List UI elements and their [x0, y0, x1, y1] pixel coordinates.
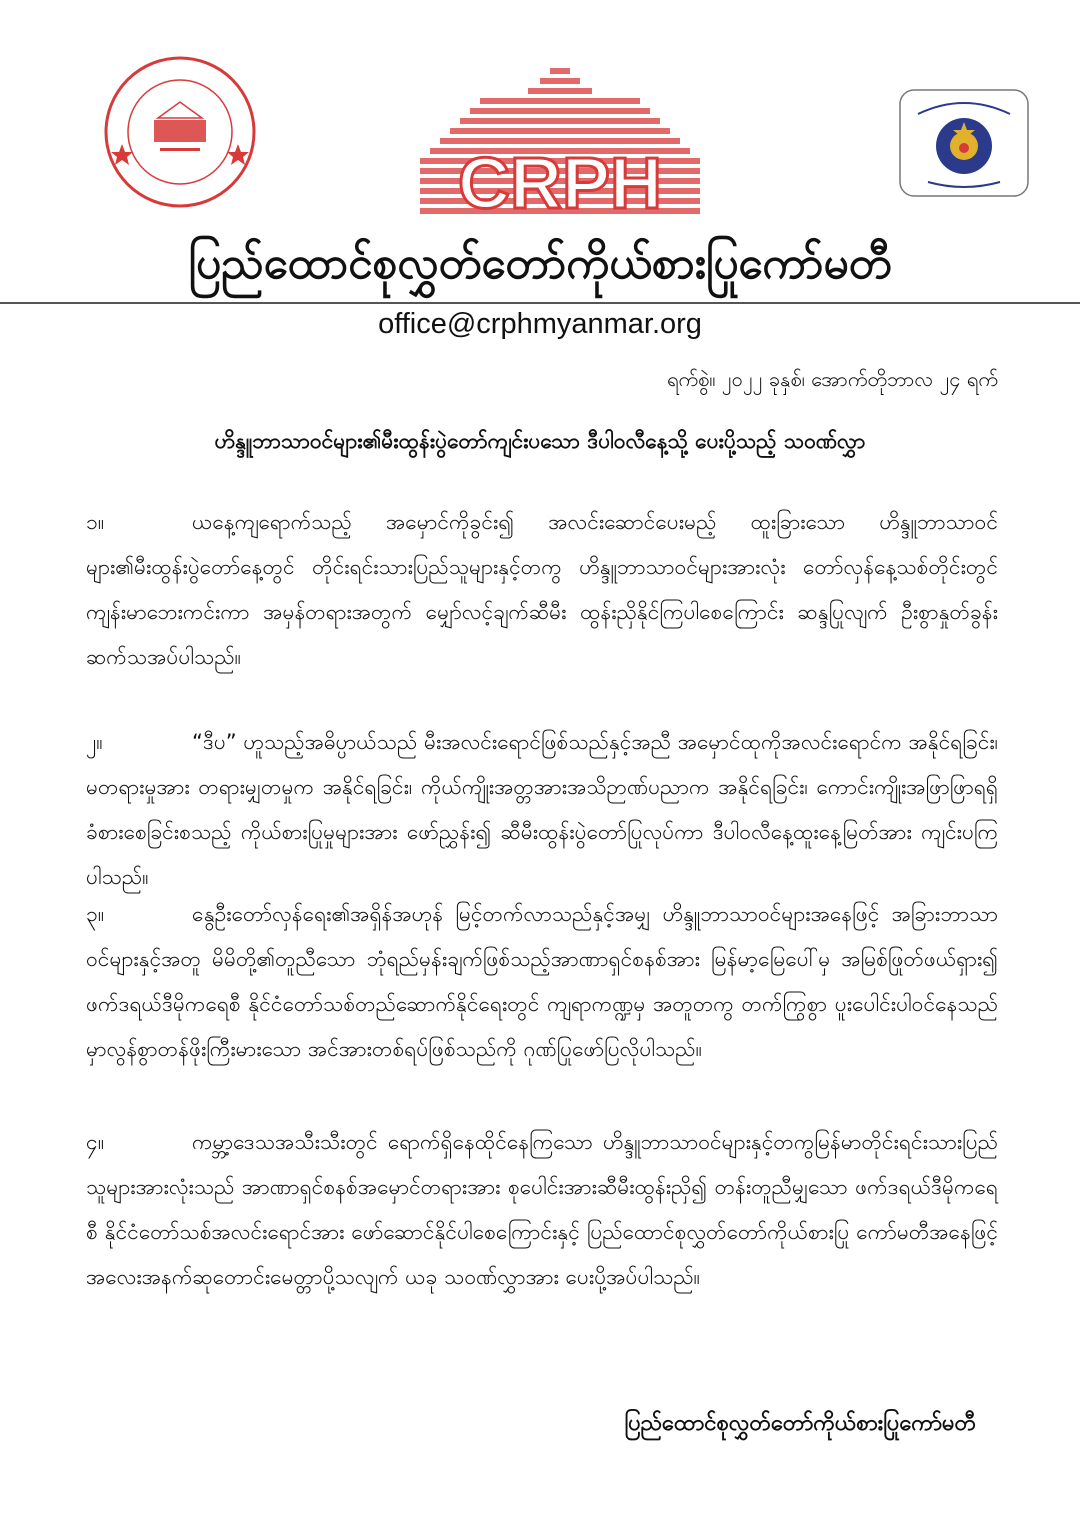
paragraph-2: [86, 720, 998, 900]
signature: ပြည်ထောင်စုလွှတ်တော်ကိုယ်စားပြုကော်မတီ: [624, 1411, 976, 1436]
crph-logo-icon: [420, 58, 700, 238]
paragraph-number: ၄။: [86, 1130, 105, 1154]
paragraph-number: ၃။: [86, 902, 105, 926]
paragraph-text: “ဒီပ” ဟူသည့်အဓိပ္ပာယ်သည် မီးအလင်းရောင်ဖြစ်သည်နှင့်အညီ အမှောင်ထုကိုအလင်းရောင်က အနိုင်ရခြင်း၊ မတရားမှုအား တရားမျှတမှုက အနိုင်ရခြင်း၊ ကိုယ်ကျိုးအတ္တအားအသိဉာဏ်ပညာက အနိုင်ရခြင်း၊ ကောင်းကျိုးအဖြာဖြာရရှိခံစားစေခြင်းစသည့် ကိုယ်စားပြုမှုများအား ဖော်ညွှန်း၍ ဆီမီးထွန်းပွဲတော်ပြုလုပ်ကာ ဒီပါဝလီနေ့ထူးနေ့မြတ်အား ကျင်းပကြပါသည်။: [86, 730, 998, 889]
paragraph-text: ကမ္ဘာ့ဒေသအသီးသီးတွင် ရောက်ရှိနေထိုင်နေကြသော ဟိန္ဒူဘာသာဝင်များနှင့်တကွမြန်မာတိုင်းရင်းသားပြည်သူများအားလုံးသည် အာဏာရှင်စနစ်အမှောင်တရားအား စုပေါင်းအားဆီမီးထွန်းညှိ၍ တန်းတူညီမျှသော ဖက်ဒရယ်ဒီမိုကရေစီ နိုင်ငံတော်သစ်အလင်းရောင်အား ဖော်ဆောင်နိုင်ပါစေကြောင်းနှင့် ပြည်ထောင်စုလွှတ်တော်ကိုယ်စားပြု ကော်မတီအနေဖြင့် အလေးအနက်ဆုတောင်းမေတ္တာပို့သလျက် ယခု သဝဏ်လွှာအား ပေးပို့အပ်ပါသည်။: [86, 1130, 998, 1289]
contact-email: office@crphmyanmar.org: [378, 308, 702, 340]
document-headline: ဟိန္ဒူဘာသာဝင်များ၏မီးထွန်းပွဲတော်ကျင်းပသော ဒီပါဝလီနေ့သို့ ပေးပို့သည့် သဝဏ်လွှာ: [214, 429, 866, 453]
paragraph-number: ၂။: [86, 730, 103, 754]
paragraph-text: နွေဦးတော်လှန်ရေး၏အရှိန်အဟုန် မြင့်တက်လာသည်နှင့်အမျှ ဟိန္ဒူဘာသာဝင်များအနေဖြင့် အခြားဘာသာဝင်များနှင့်အတူ မိမိတို့၏တူညီသော ဘုံရည်မှန်းချက်ဖြစ်သည့်အာဏာရှင်စနစ်အား မြန်မာ့မြေပေါ်မှ အမြစ်ဖြုတ်ဖယ်ရှား၍ ဖက်ဒရယ်ဒီမိုကရေစီ နိုင်ငံတော်သစ်တည်ဆောက်နိုင်ရေးတွင် ကျရာကဏ္ဍမှ အတူတကွ တက်ကြွစွာ ပူးပေါင်းပါဝင်နေသည်မှာလွန်စွာတန်ဖိုးကြီးမားသော အင်အားတစ်ရပ်ဖြစ်သည်ကို ဂုဏ်ပြုဖော်ပြလိုပါသည်။: [86, 902, 998, 1061]
paragraph-1: [86, 500, 998, 680]
paragraph-text: ယနေ့ကျရောက်သည့် အမှောင်ကိုခွင်း၍ အလင်းဆောင်ပေးမည့် ထူးခြားသော ဟိန္ဒူဘာသာဝင်များ၏မီးထွန်းပွဲတော်နေ့တွင် တိုင်းရင်းသားပြည်သူများနှင့်တကွ ဟိန္ဒူဘာသာဝင်များအားလုံး တော်လှန်နေ့သစ်တိုင်းတွင် ကျန်းမာဘေးကင်းကာ အမှန်တရားအတွက် မျှော်လင့်ချက်ဆီမီး ထွန်းညှိနိုင်ကြပါစေကြောင်း ဆန္ဒပြုလျက် ဦးစွာနှုတ်ခွန်း ဆက်သအပ်ပါသည်။: [86, 510, 998, 669]
document-date: ရက်စွဲ။ ၂၀၂၂ ခုနှစ်၊ အောက်တိုဘာလ ၂၄ ရက်: [667, 367, 998, 391]
paragraph-4: [86, 1120, 998, 1300]
crph-seal-left-icon: [100, 52, 260, 212]
header-divider: [0, 302, 1080, 304]
logo-text: CRPH: [457, 144, 663, 224]
paragraph-3: [86, 892, 998, 1072]
paragraph-number: ၁။: [86, 510, 105, 534]
state-emblem-seal-icon: [898, 88, 1030, 198]
org-title: ပြည်ထောင်စုလွှတ်တော်ကိုယ်စားပြုကော်မတီ: [188, 238, 892, 289]
